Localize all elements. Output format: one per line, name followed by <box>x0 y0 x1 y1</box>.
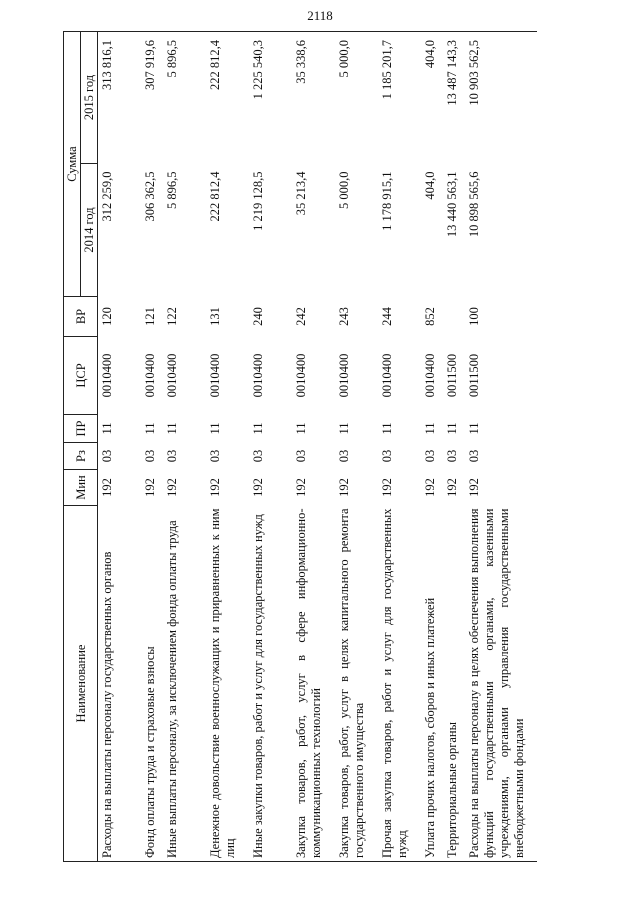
page-number: 2118 <box>307 8 333 23</box>
header-csr: ЦСР <box>64 337 98 415</box>
row-2014: 10 898 565,6 <box>467 171 481 238</box>
row-vr: 120 <box>100 307 114 326</box>
row-2014: 1 178 915,1 <box>380 171 394 231</box>
header-2014: 2014 год <box>81 164 98 297</box>
row-rz: 03 <box>380 449 394 463</box>
row-pr: 11 <box>165 422 179 435</box>
row-rz: 03 <box>165 449 179 463</box>
table-row <box>206 32 249 862</box>
row-csr: 0010400 <box>380 353 394 398</box>
row-name: Закупка товаров, работ, услуг в целях капитального ремонта государственного имущества <box>335 506 378 862</box>
row-vr: 852 <box>423 307 437 326</box>
row-2015: 1 185 201,7 <box>378 32 421 164</box>
table-row <box>421 32 443 862</box>
row-name: Иные выплаты персоналу, за исключением фонда оплаты труда <box>163 506 206 862</box>
row-min: 192 <box>380 478 394 497</box>
table-row <box>249 32 292 862</box>
row-name: Иные закупки товаров, работ и услуг для государственных нужд <box>249 506 292 862</box>
row-pr: 11 <box>100 422 114 435</box>
row-2015: 5 896,5 <box>163 32 206 164</box>
budget-table <box>63 31 537 862</box>
row-name: Расходы на выплаты персоналу государственных органов <box>98 506 142 862</box>
row-pr: 11 <box>423 422 437 435</box>
row-vr: 100 <box>467 307 481 326</box>
table-row <box>378 32 421 862</box>
row-csr: 0011500 <box>445 353 459 398</box>
row-rz: 03 <box>143 449 157 463</box>
row-name: Денежное довольствие военнослужащих и приравненных к ним лиц <box>206 506 249 862</box>
row-rz: 03 <box>294 449 308 463</box>
row-csr: 0010400 <box>251 353 265 398</box>
row-pr: 11 <box>143 422 157 435</box>
row-vr: 121 <box>143 307 157 326</box>
row-min: 192 <box>467 478 481 497</box>
row-min: 192 <box>423 478 437 497</box>
row-pr: 11 <box>337 422 351 435</box>
row-csr: 0010400 <box>143 353 157 398</box>
row-2015: 5 000,0 <box>335 32 378 164</box>
row-csr: 0010400 <box>165 353 179 398</box>
row-pr: 11 <box>251 422 265 435</box>
row-name: Территориальные органы <box>443 506 465 862</box>
row-csr: 0010400 <box>423 353 437 398</box>
row-min: 192 <box>294 478 308 497</box>
table-row <box>443 32 465 862</box>
header-pr: ПР <box>64 415 98 443</box>
row-rz: 03 <box>467 449 481 463</box>
row-2014: 5 896,5 <box>165 171 179 209</box>
row-pr: 11 <box>467 422 481 435</box>
row-pr: 11 <box>208 422 222 435</box>
row-min: 192 <box>143 478 157 497</box>
row-vr: 244 <box>380 307 394 326</box>
table-row <box>335 32 378 862</box>
row-csr: 0010400 <box>294 353 308 398</box>
row-rz: 03 <box>251 449 265 463</box>
table-row <box>292 32 335 862</box>
row-vr: 240 <box>251 307 265 326</box>
table-row <box>141 32 163 862</box>
row-name: Закупка товаров, работ, услуг в сфере информационно-коммуникационных технологий <box>292 506 335 862</box>
row-2014: 404,0 <box>423 171 437 200</box>
row-vr: 122 <box>165 307 179 326</box>
row-2014: 306 362,5 <box>143 171 157 222</box>
row-name: Уплата прочих налогов, сборов и иных платежей <box>421 506 443 862</box>
table-row <box>98 32 142 862</box>
row-2015: 35 338,6 <box>292 32 335 164</box>
row-csr: 0010400 <box>337 353 351 398</box>
row-pr: 11 <box>294 422 308 435</box>
row-min: 192 <box>445 478 459 497</box>
row-pr: 11 <box>445 422 459 435</box>
row-2015: 307 919,6 <box>141 32 163 164</box>
table-row <box>163 32 206 862</box>
header-name: Наименование <box>64 506 98 862</box>
header-sum: Сумма <box>64 32 81 297</box>
row-rz: 03 <box>100 449 114 463</box>
header-vr: ВР <box>64 297 98 337</box>
row-csr: 0010400 <box>100 353 114 398</box>
header-rz: Рз <box>64 443 98 470</box>
row-vr: 242 <box>294 307 308 326</box>
row-vr <box>443 297 465 337</box>
header-min: Мин <box>64 470 98 506</box>
row-min: 192 <box>251 478 265 497</box>
row-2014: 35 213,4 <box>294 171 308 216</box>
row-rz: 03 <box>423 449 437 463</box>
row-min: 192 <box>165 478 179 497</box>
row-2014: 222 812,4 <box>208 171 222 222</box>
row-name: Расходы на выплаты персоналу в целях обеспечения выполнения функций государственными органами, казенными учреждениями, органами управления государственными внебюджетными фондами <box>465 506 537 862</box>
row-2015: 313 816,1 <box>98 32 142 164</box>
row-name: Фонд оплаты труда и страховые взносы <box>141 506 163 862</box>
row-pr: 11 <box>380 422 394 435</box>
row-min: 192 <box>208 478 222 497</box>
row-2014: 1 219 128,5 <box>251 171 265 231</box>
row-csr: 0011500 <box>467 353 481 398</box>
row-2015: 10 903 562,5 <box>465 32 537 164</box>
row-rz: 03 <box>337 449 351 463</box>
row-2014: 312 259,0 <box>100 171 114 222</box>
row-rz: 03 <box>208 449 222 463</box>
row-min: 192 <box>337 478 351 497</box>
row-2014: 13 440 563,1 <box>445 171 459 238</box>
row-vr: 131 <box>208 307 222 326</box>
row-rz: 03 <box>445 449 459 463</box>
row-2015: 404,0 <box>421 32 443 164</box>
row-2014: 5 000,0 <box>337 171 351 209</box>
row-min: 192 <box>100 478 114 497</box>
row-csr: 0010400 <box>208 353 222 398</box>
budget-table-rotated <box>63 32 593 862</box>
row-2015: 1 225 540,3 <box>249 32 292 164</box>
table-row <box>465 32 537 862</box>
header-2015: 2015 год <box>81 32 98 164</box>
row-2015: 13 487 143,3 <box>443 32 465 164</box>
row-2015: 222 812,4 <box>206 32 249 164</box>
row-vr: 243 <box>337 307 351 326</box>
row-name: Прочая закупка товаров, работ и услуг для государственных нужд <box>378 506 421 862</box>
